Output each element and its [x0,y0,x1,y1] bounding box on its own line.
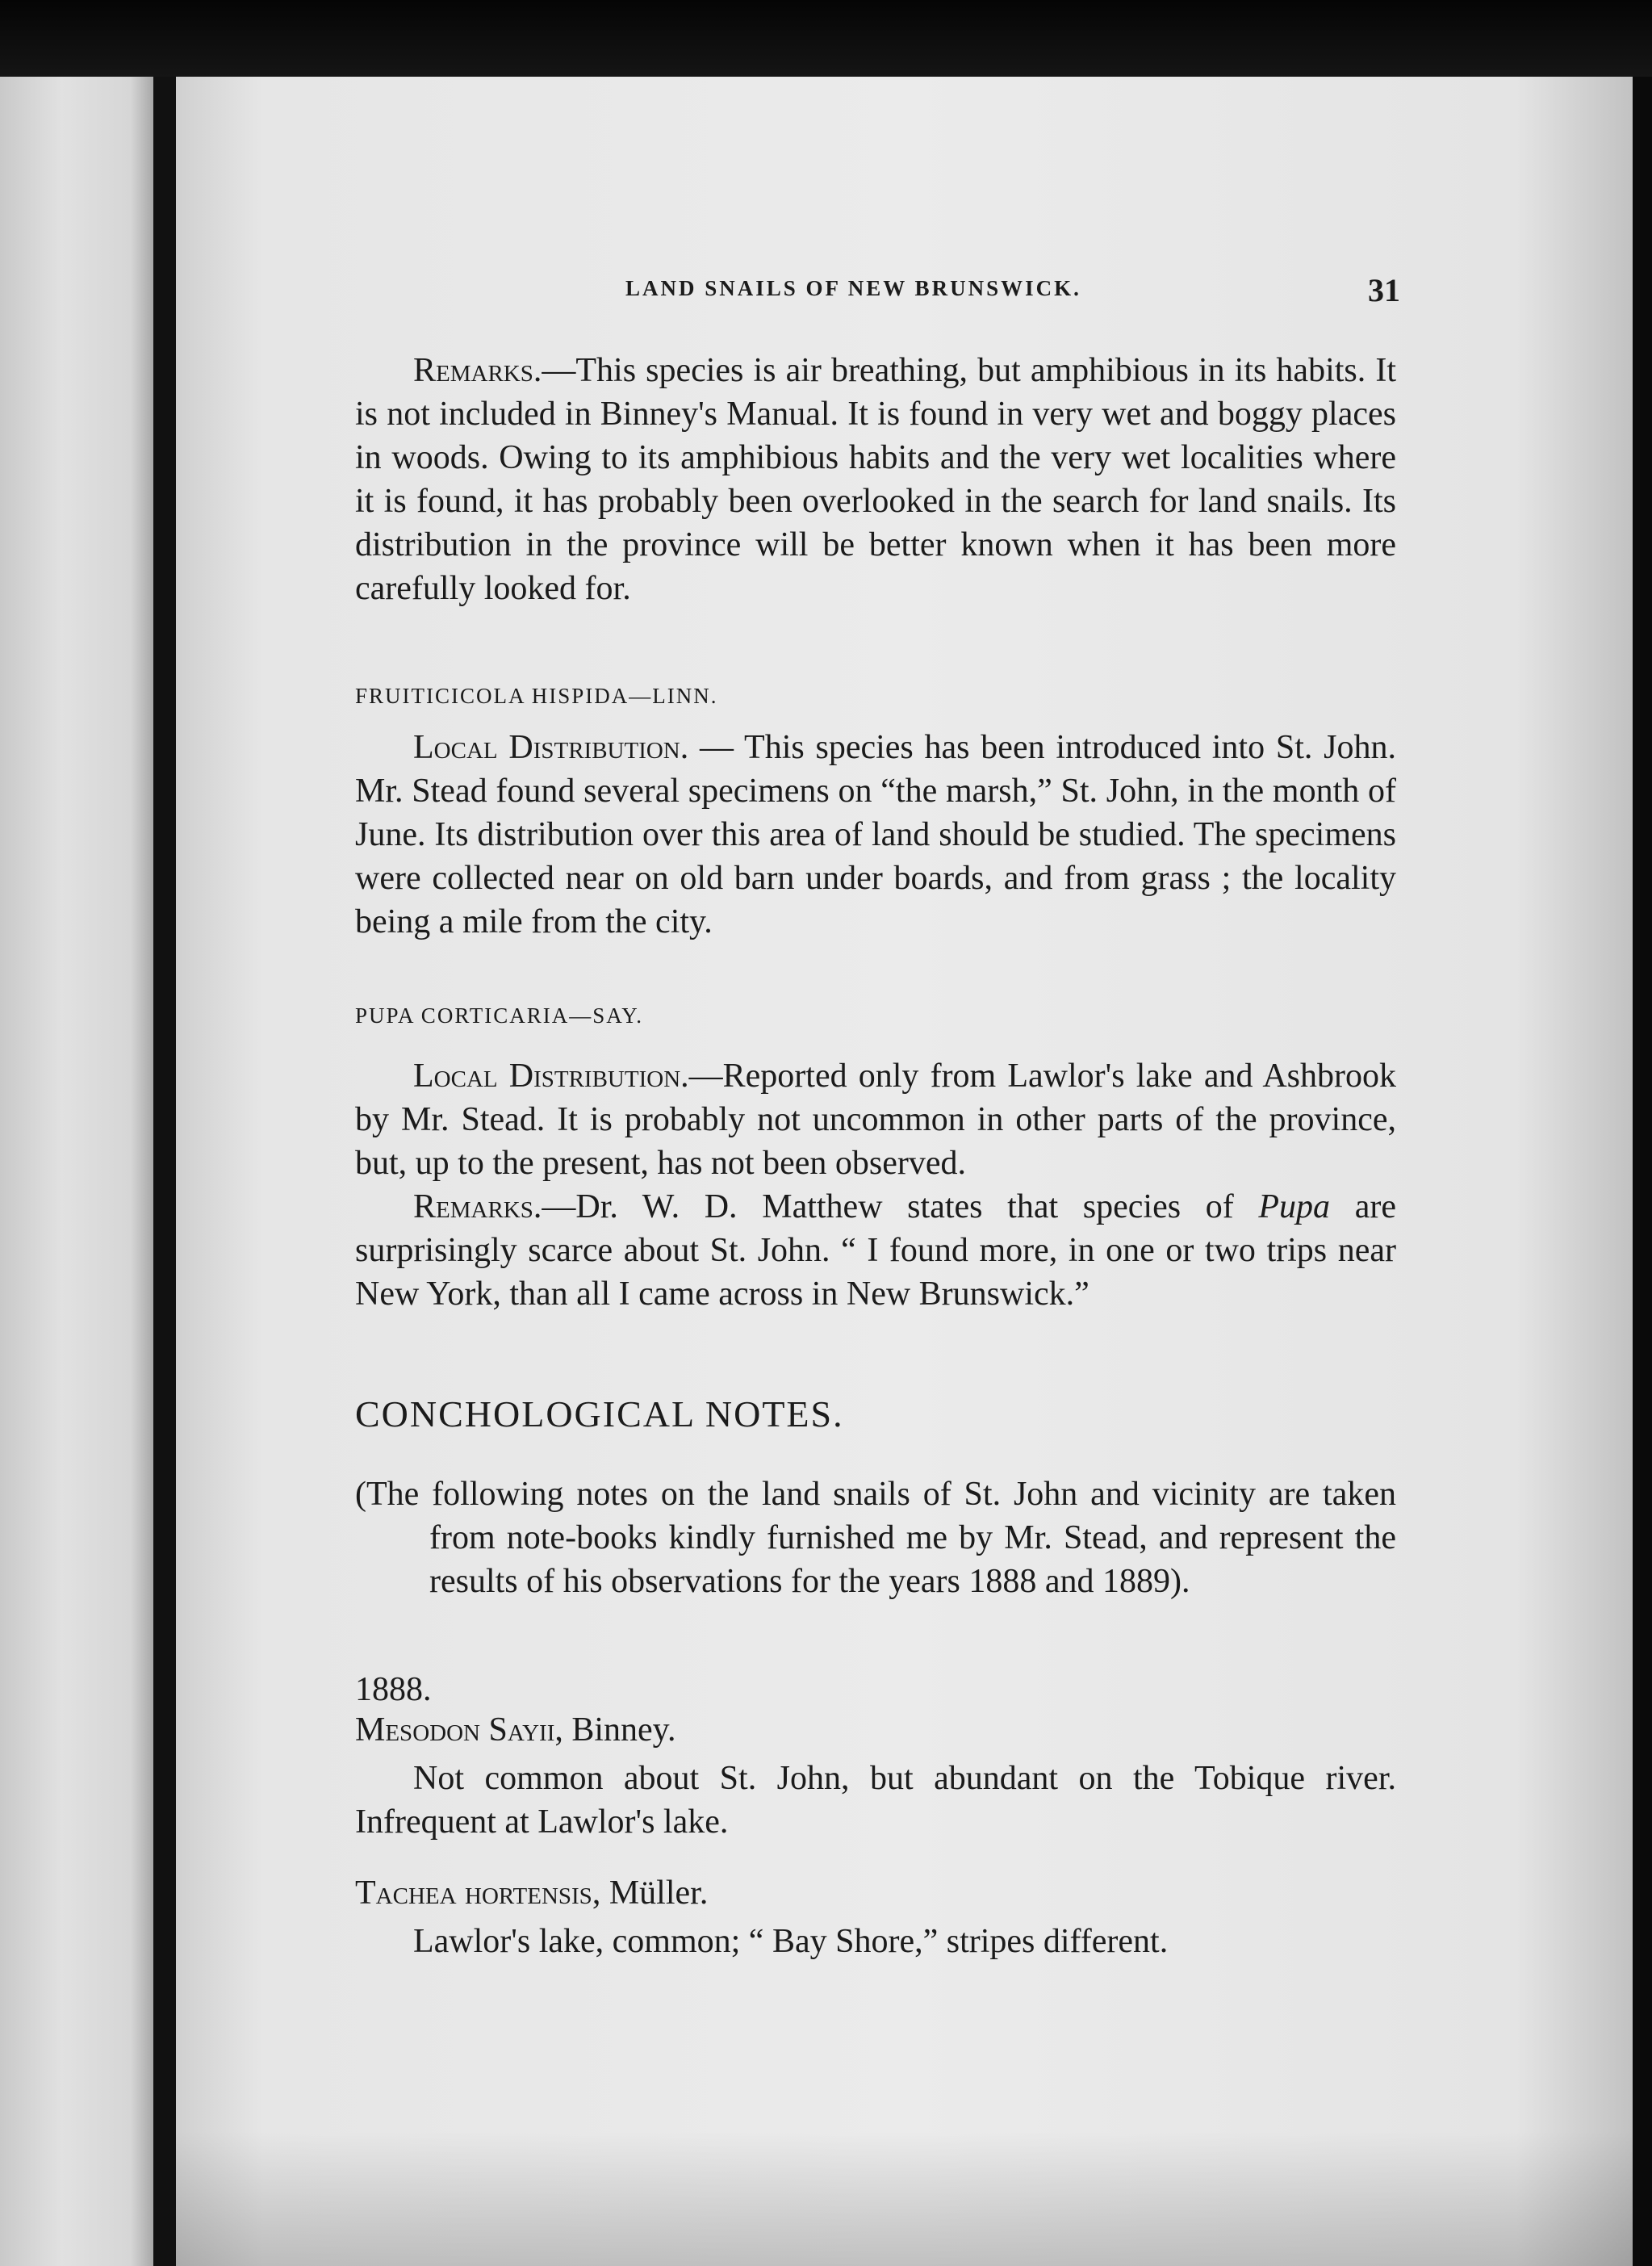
right-edge-shadow [1633,77,1652,2266]
remarks-label: Remarks. [413,352,542,389]
distribution-body: —Reported only from Lawlor's lake and Ashbrook by Mr. Stead. It is probably not uncommon in other parts of the province, but, up to the present, has not been observed. [355,1058,1396,1182]
species-heading-fruiticicola [355,680,1396,712]
distribution-label: Local Distribution. [413,1058,689,1095]
species-note: Lawlor's lake, common; “ Bay Shore,” stripes different. [413,1923,1169,1960]
species-entry [355,1708,1396,1844]
remarks-label: Remarks. [413,1188,542,1225]
conchological-notes-title [355,1390,1396,1439]
pupa-remarks-text [355,1185,1396,1316]
remarks-body: —This species is air breathing, but amphibious in its habits. It is not included in Binney's Manual. It is found in very wet and boggy places in woods. Owing to its amphibious habits and the very wet localities where it is found, it has probably been overlooked in the search for land snails. Its distribution in the province will be better known when it has been more carefully looked for. [355,352,1396,607]
year-heading [355,1668,1396,1711]
distribution-text [355,1054,1396,1185]
species-name: Mesodon Sayii, [355,1711,563,1749]
remarks-paragraph [355,349,1396,610]
species-name-line [355,1708,1396,1752]
remarks-body: —Dr. W. D. Matthew states that species of [542,1188,1259,1225]
book-spine [153,77,176,2266]
notes-intro-text: (The following notes on the land snails of St. John and vicinity are taken from note-books kindly furnished me by Mr. Stead, and represent the results of his observations for the years 1888 and 1889). [355,1476,1396,1600]
year-label: 1888. [355,1671,432,1708]
species-heading-pupa [355,999,1396,1032]
top-shadow [0,0,1652,77]
remarks-body-continued: are surprisingly scarce about St. John. “ I found more, in one or two trips near New York, than all I came across in New Brunswick.” [355,1188,1396,1313]
page-header [625,272,1400,316]
notes-intro [355,1472,1396,1603]
species-entry [355,1871,1396,1963]
species-note: Not common about St. John, but abundant on the Tobique river. Infrequent at Lawlor's lake. [355,1760,1396,1841]
pupa-paragraph [355,1054,1396,1316]
distribution-text [355,726,1396,944]
genus-italic: Pupa [1258,1188,1331,1225]
facing-page-edge [0,77,153,2266]
bottom-shade [176,2131,1633,2266]
species-heading: FRUITICICOLA HISPIDA—LINN. [355,684,718,708]
remarks-text [355,349,1396,610]
running-title: LAND SNAILS OF NEW BRUNSWICK. [625,276,1081,300]
species-author: Binney. [563,1711,676,1749]
section-title: CONCHOLOGICAL NOTES. [355,1393,844,1435]
species-heading: PUPA CORTICARIA—SAY. [355,1003,643,1028]
species-name: Tachea hortensis, [355,1874,601,1912]
fruiticicola-paragraph [355,726,1396,944]
page-number: 31 [1368,272,1400,308]
species-author: Müller. [600,1874,709,1912]
distribution-body: — This species has been introduced into St. John. Mr. Stead found several specimens on “the marsh,” St. John, in the month of June. Its distribution over this area of land should be studied. The specimens were collected near on old barn under boards, and from grass ; the locality being a mile from the city. [355,729,1396,940]
species-name-line [355,1871,1396,1915]
distribution-label: Local Distribution. [413,729,689,766]
